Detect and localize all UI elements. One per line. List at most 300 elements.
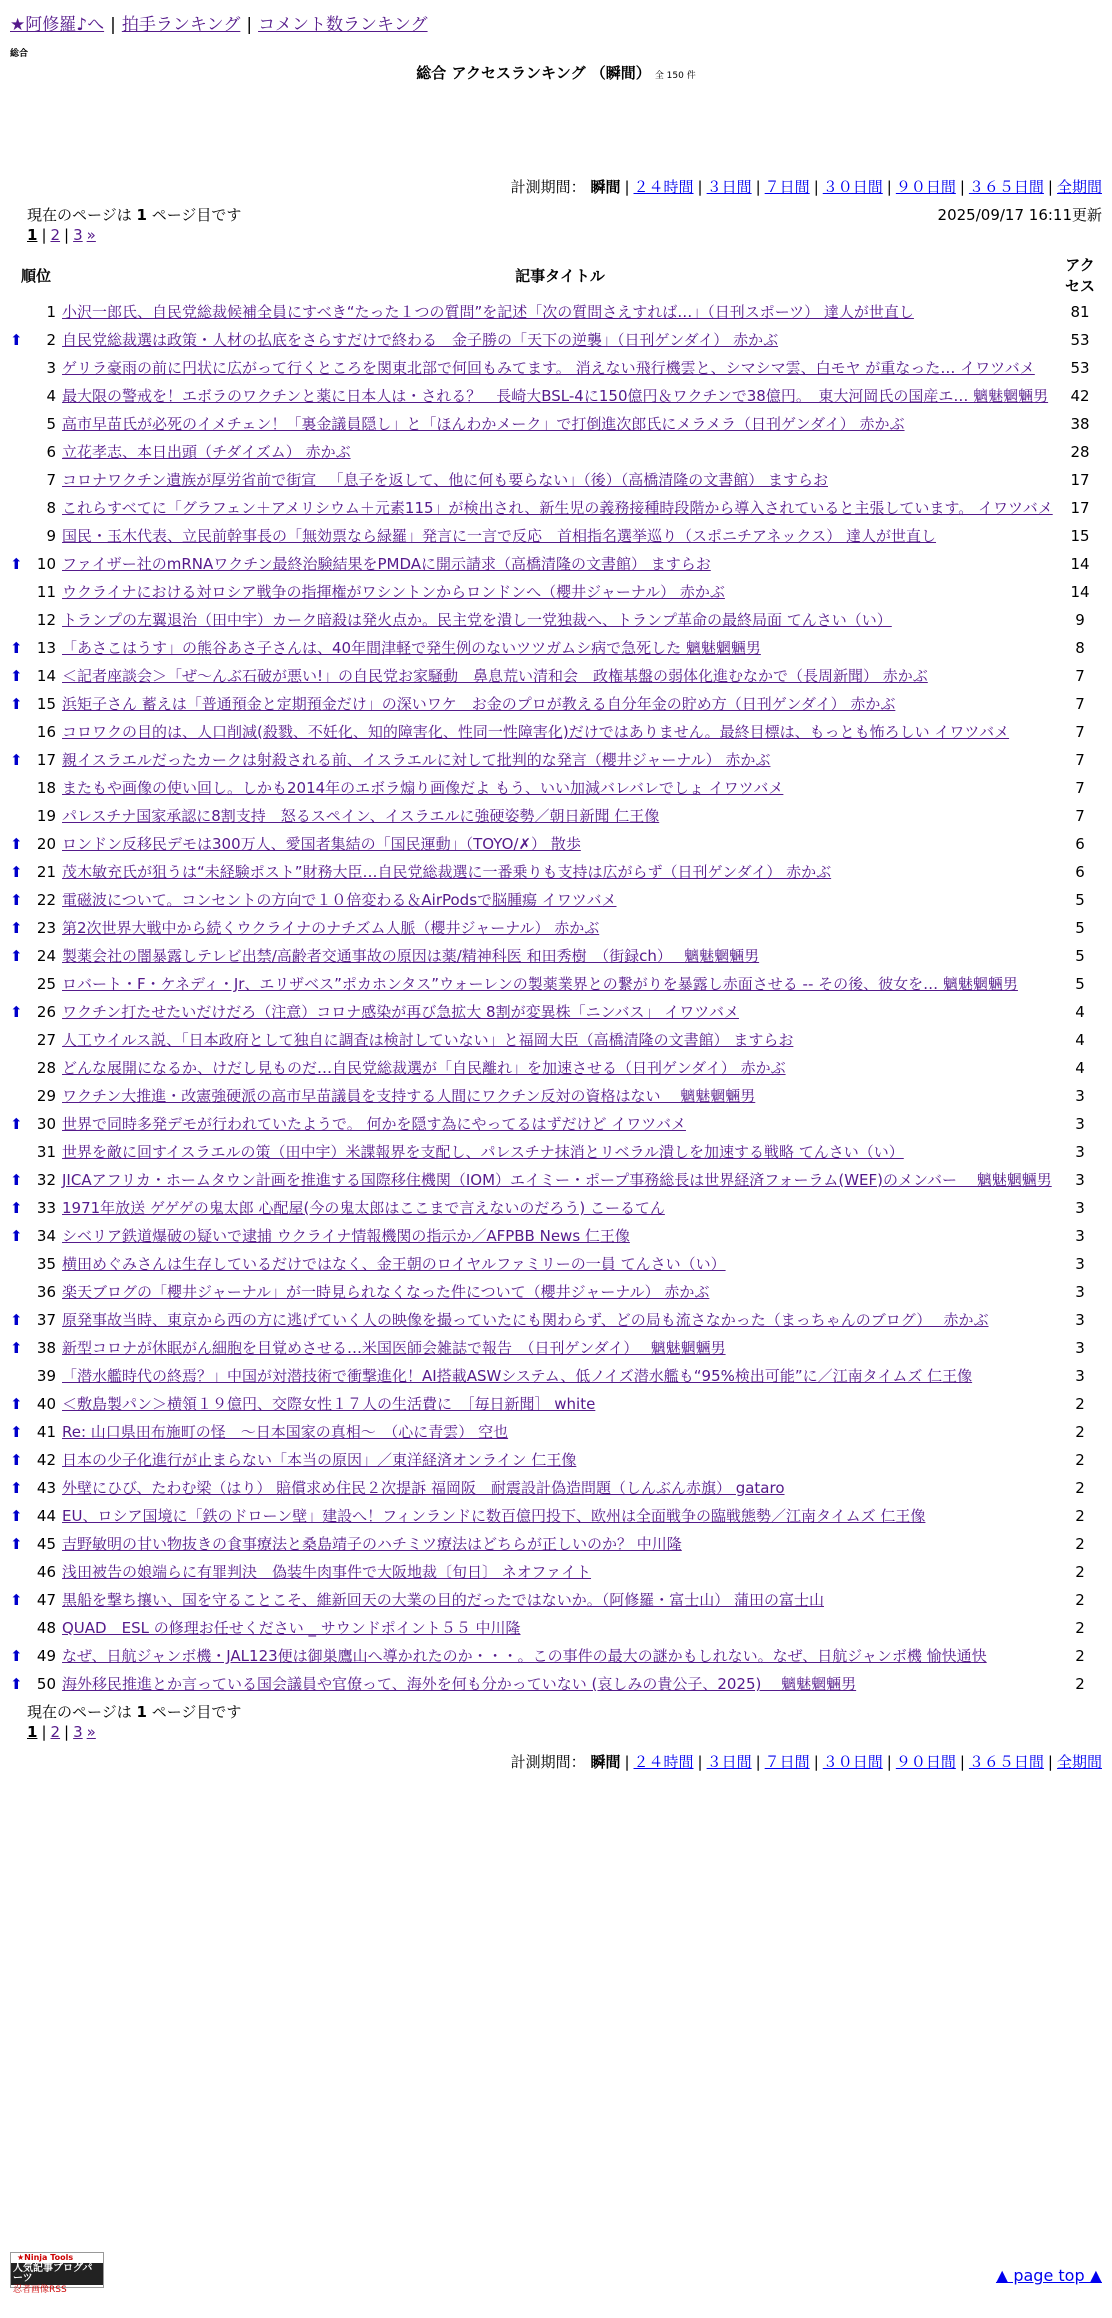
article-link[interactable]: またもや画像の使い回し。しかも2014年のエボラ煽り画像だよ もう、いい加減バレバレでしょ イワツバメ bbox=[62, 779, 784, 797]
article-link[interactable]: 電磁波について。コンセントの方向で１０倍変わる＆AirPodsで脳腫瘍 イワツバメ bbox=[62, 891, 617, 909]
access-count: 3 bbox=[1075, 1227, 1085, 1245]
rank-change-cell bbox=[10, 1279, 24, 1307]
rank-change-cell bbox=[10, 943, 24, 971]
total-count: 全 150 件 bbox=[654, 71, 696, 81]
page-top-link-wrap bbox=[996, 2266, 1102, 2285]
table-row bbox=[10, 1167, 1102, 1195]
separator: | bbox=[755, 1753, 761, 1771]
table-row bbox=[10, 551, 1102, 579]
page-info-number: 1 bbox=[136, 206, 147, 224]
table-row bbox=[10, 999, 1102, 1027]
rank-number: 40 bbox=[36, 1395, 56, 1413]
page-top-link[interactable]: ▲ page top ▲ bbox=[995, 2266, 1102, 2285]
rank-change-cell bbox=[10, 831, 24, 859]
title-cell bbox=[62, 383, 1058, 411]
table-row bbox=[10, 1139, 1102, 1167]
rank-change-cell bbox=[10, 887, 24, 915]
title-cell bbox=[62, 1363, 1058, 1391]
period-link-6-top[interactable]: 全期間 bbox=[1056, 178, 1102, 196]
rank-number: 4 bbox=[46, 387, 56, 405]
article-link[interactable]: 親イスラエルだったカークは射殺される前、イスラエルに対して批判的な発言（櫻井ジャーナル） 赤かぶ bbox=[62, 751, 771, 769]
pager-current: 1 bbox=[27, 1723, 38, 1741]
table-row bbox=[10, 523, 1102, 551]
period-link-1-bottom[interactable]: ３日間 bbox=[706, 1753, 752, 1771]
comment-ranking-link[interactable]: コメント数ランキング bbox=[258, 15, 428, 35]
period-link-0-top[interactable]: ２４時間 bbox=[633, 178, 694, 196]
table-row bbox=[10, 1419, 1102, 1447]
rank-number: 10 bbox=[36, 555, 56, 573]
rank-change-cell bbox=[10, 663, 24, 691]
pager-page-link[interactable]: 2 bbox=[50, 1723, 61, 1741]
access-count: 14 bbox=[1070, 555, 1090, 573]
rank-change-cell bbox=[10, 355, 24, 383]
title-cell bbox=[62, 1587, 1058, 1615]
access-count: 7 bbox=[1075, 695, 1085, 713]
article-link[interactable]: 原発事故当時、東京から西の方に逃げていく人の映像を撮っていたにも関わらず、どの局も流さなかった（まっちゃんのブログ） 赤かぶ bbox=[62, 1311, 989, 1329]
access-count: 7 bbox=[1075, 779, 1085, 797]
title-cell bbox=[62, 467, 1058, 495]
rank-change-cell bbox=[10, 607, 24, 635]
up-arrow-icon: ⬆ bbox=[10, 1451, 23, 1469]
rank-number: 20 bbox=[36, 835, 56, 853]
article-link[interactable]: なぜ、日航ジャンボ機・JAL123便は御巣鷹山へ導かれたのか・・・。この事件の最大の謎かもしれない。なぜ、日航ジャンボ機 愉快通快 bbox=[62, 1647, 987, 1665]
period-current: 瞬間 bbox=[590, 178, 621, 196]
up-arrow-icon: ⬆ bbox=[10, 863, 23, 881]
access-count: 4 bbox=[1075, 1003, 1085, 1021]
table-header-row bbox=[10, 253, 1102, 299]
rank-number: 29 bbox=[36, 1087, 56, 1105]
rank-change-cell bbox=[10, 1503, 24, 1531]
rank-number: 13 bbox=[36, 639, 56, 657]
page-title-text: 総合 アクセスランキング （瞬間） bbox=[416, 64, 651, 82]
up-arrow-icon: ⬆ bbox=[10, 891, 23, 909]
table-row bbox=[10, 607, 1102, 635]
rank-number: 14 bbox=[36, 667, 56, 685]
rank-number: 44 bbox=[36, 1507, 56, 1525]
rank-change-cell bbox=[10, 1111, 24, 1139]
up-arrow-icon: ⬆ bbox=[10, 1591, 23, 1609]
rank-change-cell bbox=[10, 383, 24, 411]
table-row bbox=[10, 1111, 1102, 1139]
up-arrow-icon: ⬆ bbox=[10, 1535, 23, 1553]
column-header-rank: 順位 bbox=[20, 266, 51, 285]
period-link-5-bottom[interactable]: ３６５日間 bbox=[968, 1753, 1044, 1771]
up-arrow-icon: ⬆ bbox=[10, 695, 23, 713]
rank-number: 47 bbox=[36, 1591, 56, 1609]
rank-number: 18 bbox=[36, 779, 56, 797]
access-count: 15 bbox=[1070, 527, 1090, 545]
table-row bbox=[10, 831, 1102, 859]
table-row bbox=[10, 1671, 1102, 1699]
up-arrow-icon: ⬆ bbox=[10, 667, 23, 685]
table-row bbox=[10, 635, 1102, 663]
article-link[interactable]: ウクライナにおける対ロシア戦争の指揮権がワシントンからロンドンへ（櫻井ジャーナル） 赤かぶ bbox=[62, 583, 725, 601]
rank-number: 26 bbox=[36, 1003, 56, 1021]
rank-number: 42 bbox=[36, 1451, 56, 1469]
article-link[interactable]: 「潜水艦時代の終焉？」中国が対潜技術で衝撃進化！AI搭載ASWシステム、低ノイズ潜水艦も“95%検出可能”に／江南タイムズ 仁王像 bbox=[62, 1367, 973, 1385]
article-link[interactable]: 楽天ブログの「櫻井ジャーナル」が一時見られなくなった件について（櫻井ジャーナル） 赤かぶ bbox=[62, 1283, 710, 1301]
article-link[interactable]: 自民党総裁選は政策・人材の払底をさらすだけで終わる 金子勝の「天下の逆襲」（日刊ゲンダイ） 赤かぶ bbox=[62, 331, 779, 349]
access-count: 28 bbox=[1070, 443, 1090, 461]
rank-change-cell bbox=[10, 1671, 24, 1699]
title-cell bbox=[62, 1391, 1058, 1419]
rank-change-cell bbox=[10, 915, 24, 943]
table-row bbox=[10, 971, 1102, 999]
rank-change-cell bbox=[10, 1195, 24, 1223]
rank-number: 35 bbox=[36, 1255, 56, 1273]
article-link[interactable]: Re: 山口県田布施町の怪 ～日本国家の真相～ （心に青雲） 空也 bbox=[62, 1423, 509, 1441]
title-cell bbox=[62, 1671, 1058, 1699]
article-link[interactable]: 高市早苗氏が必死のイメチェン！「裏金議員隠し」と「ほんわかメーク」で打倒進次郎氏にメラメラ（日刊ゲンダイ） 赤かぶ bbox=[62, 415, 905, 433]
separator: | bbox=[1047, 1753, 1053, 1771]
rank-change-cell bbox=[10, 1083, 24, 1111]
article-link[interactable]: 黒船を撃ち攘い、国を守ることこそ、維新回天の大業の目的だったではないか。（阿修羅・富士山） 蒲田の富士山 bbox=[62, 1591, 824, 1609]
home-link[interactable]: ★阿修羅♪へ bbox=[10, 15, 105, 35]
title-cell bbox=[62, 719, 1058, 747]
pager-page-link[interactable]: 3 bbox=[73, 1723, 83, 1741]
up-arrow-icon: ⬆ bbox=[10, 835, 23, 853]
access-count: 6 bbox=[1075, 863, 1085, 881]
access-count: 2 bbox=[1075, 1563, 1085, 1581]
title-cell bbox=[62, 523, 1058, 551]
rank-number: 23 bbox=[36, 919, 56, 937]
title-cell bbox=[62, 551, 1058, 579]
rank-change-cell bbox=[10, 1643, 24, 1671]
title-cell bbox=[62, 663, 1058, 691]
rank-change-cell bbox=[10, 439, 24, 467]
title-cell bbox=[62, 1279, 1058, 1307]
access-count: 9 bbox=[1075, 611, 1085, 629]
access-count: 3 bbox=[1075, 1115, 1085, 1133]
title-cell bbox=[62, 607, 1058, 635]
rank-change-cell bbox=[10, 327, 24, 355]
title-cell bbox=[62, 1447, 1058, 1475]
period-link-3-top[interactable]: ３０日間 bbox=[822, 178, 883, 196]
article-link[interactable]: 新型コロナが休眠がん細胞を目覚めさせる…米国医師会雑誌で報告 （日刊ゲンダイ） 魑魅魍魎男 bbox=[62, 1339, 726, 1357]
access-count: 5 bbox=[1075, 975, 1085, 993]
access-count: 3 bbox=[1075, 1339, 1085, 1357]
top-nav: ★阿修羅♪へ | 拍手ランキング | コメント数ランキング bbox=[10, 15, 428, 35]
table-row bbox=[10, 1615, 1102, 1643]
table-row bbox=[10, 1083, 1102, 1111]
rank-number: 24 bbox=[36, 947, 56, 965]
table-row bbox=[10, 1391, 1102, 1419]
rank-change-cell bbox=[10, 635, 24, 663]
article-link[interactable]: ワクチン打たせたいだけだろ（注意）コロナ感染が再び急拡大 8割が変異株「ニンバス」 イワツバメ bbox=[62, 1003, 739, 1021]
rank-number: 6 bbox=[46, 443, 56, 461]
article-link[interactable]: パレスチナ国家承認に8割支持 怒るスペイン、イスラエルに強硬姿勢／朝日新聞 仁王像 bbox=[62, 807, 660, 825]
pager-top bbox=[27, 226, 100, 244]
article-link[interactable]: 横田めぐみさんは生存しているだけではなく、金王朝のロイヤルファミリーの一員 てんさい（い） bbox=[62, 1255, 726, 1273]
title-cell bbox=[62, 831, 1058, 859]
separator: | bbox=[886, 1753, 892, 1771]
article-link[interactable]: 国民・玉木代表、立民前幹事長の「無効票なら緑羅」発言に一言で反応 首相指名選挙巡り（スポニチアネックス） 達人が世直し bbox=[62, 527, 937, 545]
table-row bbox=[10, 1027, 1102, 1055]
period-link-1-top[interactable]: ３日間 bbox=[706, 178, 752, 196]
access-count: 17 bbox=[1070, 499, 1090, 517]
pager-page-link[interactable]: 3 bbox=[73, 226, 83, 244]
table-row bbox=[10, 1475, 1102, 1503]
table-row bbox=[10, 803, 1102, 831]
article-link[interactable]: 日本の少子化進行が止まらない「本当の原因」／東洋経済オンライン 仁王像 bbox=[62, 1451, 577, 1469]
rank-change-cell bbox=[10, 495, 24, 523]
title-cell bbox=[62, 1475, 1058, 1503]
title-cell bbox=[62, 1251, 1058, 1279]
up-arrow-icon: ⬆ bbox=[10, 947, 23, 965]
rank-number: 12 bbox=[36, 611, 56, 629]
access-count: 2 bbox=[1075, 1675, 1085, 1693]
access-count: 2 bbox=[1075, 1591, 1085, 1609]
table-row bbox=[10, 1335, 1102, 1363]
ninja-tools-logo[interactable]: ★Ninja Tools 人気記事ブログパーツ 忍者画像RSS bbox=[10, 2252, 104, 2288]
rank-number: 11 bbox=[36, 583, 56, 601]
rank-number: 34 bbox=[36, 1227, 56, 1245]
article-link[interactable]: 吉野敏明の甘い物抜きの食事療法と桑島靖子のハチミツ療法はどちらが正しいのか？ 中川隆 bbox=[62, 1535, 682, 1553]
table-row bbox=[10, 663, 1102, 691]
rank-number: 2 bbox=[46, 331, 56, 349]
table-row bbox=[10, 943, 1102, 971]
pager-page-link[interactable]: 2 bbox=[50, 226, 61, 244]
table-row bbox=[10, 1531, 1102, 1559]
table-row bbox=[10, 1055, 1102, 1083]
rank-number: 16 bbox=[36, 723, 56, 741]
pager-bottom bbox=[27, 1723, 100, 1741]
up-arrow-icon: ⬆ bbox=[10, 331, 23, 349]
access-count: 4 bbox=[1075, 1059, 1085, 1077]
title-cell bbox=[62, 439, 1058, 467]
applause-ranking-link[interactable]: 拍手ランキング bbox=[121, 15, 241, 35]
rank-change-cell bbox=[10, 1391, 24, 1419]
rank-change-cell bbox=[10, 1251, 24, 1279]
article-link[interactable]: JICAアフリカ・ホームタウン計画を推進する国際移住機関（IOM）エイミー・ポープ事務総長は世界経済フォーラム(WEF)のメンバー 魑魅魍魎男 bbox=[62, 1171, 1052, 1189]
access-count: 38 bbox=[1070, 415, 1090, 433]
title-cell bbox=[62, 1083, 1058, 1111]
title-cell bbox=[62, 1419, 1058, 1447]
rank-number: 41 bbox=[36, 1423, 56, 1441]
rank-change-cell bbox=[10, 859, 24, 887]
rank-change-cell bbox=[10, 1559, 24, 1587]
access-count: 2 bbox=[1075, 1535, 1085, 1553]
separator: | bbox=[624, 178, 630, 196]
title-cell bbox=[62, 1111, 1058, 1139]
article-link[interactable]: 小沢一郎氏、自民党総裁候補全員にすべき“たった１つの質問”を記述「次の質問さえすれば…」（日刊スポーツ） 達人が世直し bbox=[62, 303, 914, 321]
period-link-5-top[interactable]: ３６５日間 bbox=[968, 178, 1044, 196]
rank-number: 27 bbox=[36, 1031, 56, 1049]
article-link[interactable]: これらすべてに「グラフェン＋アメリシウム＋元素115」が検出され、新生児の義務接種時段階から導入されていると主張しています。 イワツバメ bbox=[62, 499, 1053, 517]
ranking-table bbox=[10, 253, 1102, 1699]
access-count: 14 bbox=[1070, 583, 1090, 601]
rank-number: 32 bbox=[36, 1171, 56, 1189]
title-cell bbox=[62, 1643, 1058, 1671]
access-count: 3 bbox=[1075, 1255, 1085, 1273]
rank-change-cell bbox=[10, 579, 24, 607]
separator: | bbox=[41, 226, 47, 244]
column-header-title: 記事タイトル bbox=[515, 266, 605, 285]
access-count: 2 bbox=[1075, 1479, 1085, 1497]
table-row bbox=[10, 439, 1102, 467]
table-row bbox=[10, 355, 1102, 383]
title-cell bbox=[62, 1223, 1058, 1251]
table-row bbox=[10, 887, 1102, 915]
article-link[interactable]: 1971年放送 ゲゲゲの鬼太郎 心配屋(今の鬼太郎はここまで言えないのだろう) こーるてん bbox=[62, 1199, 665, 1217]
rank-change-cell bbox=[10, 1055, 24, 1083]
title-cell bbox=[62, 1503, 1058, 1531]
up-arrow-icon: ⬆ bbox=[10, 1311, 23, 1329]
article-link[interactable]: ＜記者座談会＞「ぜ～んぶ石破が悪い!」の自民党お家騒動 鼻息荒い清和会 政権基盤の弱体化進むなかで（長周新聞） 赤かぶ bbox=[62, 667, 928, 685]
title-cell bbox=[62, 1615, 1058, 1643]
title-cell bbox=[62, 1167, 1058, 1195]
page-info-number: 1 bbox=[136, 1703, 147, 1721]
article-link[interactable]: 製薬会社の闇暴露しテレビ出禁/高齢者交通事故の原因は薬/精神科医 和田秀樹 （街録ch） 魑魅魍魎男 bbox=[62, 947, 760, 965]
rank-change-cell bbox=[10, 523, 24, 551]
pager-next-link[interactable]: » bbox=[86, 1723, 96, 1741]
rank-number: 8 bbox=[46, 499, 56, 517]
up-arrow-icon: ⬆ bbox=[10, 1171, 23, 1189]
article-link[interactable]: ロンドン反移民デモは300万人、愛国者集結の「国民運動」（TOYO/✗） 散歩 bbox=[62, 835, 581, 853]
article-link[interactable]: 最大限の警戒を！エボラのワクチンと薬に日本人は・される？ 長崎大BSL-4に150億円＆ワクチンで38億円。 東大河岡氏の国産エ… 魑魅魍魎男 bbox=[62, 387, 1049, 405]
up-arrow-icon: ⬆ bbox=[10, 1395, 23, 1413]
access-count: 3 bbox=[1075, 1283, 1085, 1301]
title-cell bbox=[62, 1335, 1058, 1363]
rank-change-cell bbox=[10, 411, 24, 439]
article-link[interactable]: 浅田被告の娘端らに有罪判決 偽装牛肉事件で大阪地裁〔旬日〕 ネオファイト bbox=[62, 1563, 592, 1581]
separator: | bbox=[697, 1753, 703, 1771]
category-tag: 総合 bbox=[10, 49, 29, 59]
ranking-rows bbox=[10, 299, 1102, 1699]
access-count: 2 bbox=[1075, 1395, 1085, 1413]
title-cell bbox=[62, 747, 1058, 775]
period-link-0-bottom[interactable]: ２４時間 bbox=[633, 1753, 694, 1771]
rank-number: 22 bbox=[36, 891, 56, 909]
table-row bbox=[10, 299, 1102, 327]
title-cell bbox=[62, 1027, 1058, 1055]
rank-change-cell bbox=[10, 691, 24, 719]
rank-change-cell bbox=[10, 803, 24, 831]
rank-number: 50 bbox=[36, 1675, 56, 1693]
access-count: 3 bbox=[1075, 1311, 1085, 1329]
access-count: 17 bbox=[1070, 471, 1090, 489]
rank-number: 5 bbox=[46, 415, 56, 433]
up-arrow-icon: ⬆ bbox=[10, 1675, 23, 1693]
article-link[interactable]: ワクチン大推進・改憲強硬派の高市早苗議員を支持する人間にワクチン反対の資格はない 魑魅魍魎男 bbox=[62, 1087, 756, 1105]
article-link[interactable]: 立花孝志、本日出頭（チダイズム） 赤かぶ bbox=[62, 443, 351, 461]
period-link-4-bottom[interactable]: ９０日間 bbox=[895, 1753, 956, 1771]
article-link[interactable]: ロバート・F・ケネディ・Jr、エリザベス”ポカホンタス”ウォーレンの製薬業界との繋がりを暴露し赤面させる -- その後、彼女を… 魑魅魍魎男 bbox=[62, 975, 1018, 993]
title-cell bbox=[62, 691, 1058, 719]
article-link[interactable]: 人工ウイルス説、「日本政府として独自に調査は検討していない」と福岡大臣（高橋清隆の文書館） ますらお bbox=[62, 1031, 794, 1049]
period-label: 計測期間： bbox=[510, 1753, 586, 1771]
rank-number: 49 bbox=[36, 1647, 56, 1665]
title-cell bbox=[62, 495, 1058, 523]
rank-number: 17 bbox=[36, 751, 56, 769]
rank-change-cell bbox=[10, 1419, 24, 1447]
article-link[interactable]: ゲリラ豪雨の前に円状に広がって行くところを関東北部で何回もみてます。 消えない飛行機雲と、シマシマ雲、白モヤ が重なった… イワツバメ bbox=[62, 359, 1035, 377]
article-link[interactable]: QUAD ESL の修理お任せください _ サウンドポイント５５ 中川隆 bbox=[62, 1619, 521, 1637]
up-arrow-icon: ⬆ bbox=[10, 1423, 23, 1441]
updated-timestamp: 2025/09/17 16:11更新 bbox=[937, 206, 1102, 224]
rank-change-cell bbox=[10, 1167, 24, 1195]
table-row bbox=[10, 1195, 1102, 1223]
access-count: 3 bbox=[1075, 1087, 1085, 1105]
article-link[interactable]: ＜敷島製パン＞横領１９億円、交際女性１７人の生活費に ［毎日新聞］ white bbox=[62, 1395, 596, 1413]
rank-number: 46 bbox=[36, 1563, 56, 1581]
article-link[interactable]: コロナワクチン遺族が厚労省前で街宣 「息子を返して、他に何も要らない」（後）（高橋清隆の文書館） ますらお bbox=[62, 471, 828, 489]
access-count: 5 bbox=[1075, 947, 1085, 965]
period-link-2-top[interactable]: ７日間 bbox=[764, 178, 810, 196]
title-cell bbox=[62, 887, 1058, 915]
article-link[interactable]: 世界で同時多発デモが行われていたようで。 何かを隠す為にやってるはずだけど イワツバメ bbox=[62, 1115, 686, 1133]
separator: | bbox=[755, 178, 761, 196]
separator: | bbox=[959, 178, 965, 196]
pager-current: 1 bbox=[27, 226, 38, 244]
rank-change-cell bbox=[10, 1531, 24, 1559]
article-link[interactable]: 海外移民推進とか言っている国会議員や官僚って、海外を何も分かっていない (哀しみの貴公子、2025) 魑魅魍魎男 bbox=[62, 1675, 857, 1693]
table-row bbox=[10, 1643, 1102, 1671]
article-link[interactable]: 第2次世界大戦中から続くウクライナのナチズム人脈（櫻井ジャーナル） 赤かぶ bbox=[62, 919, 600, 937]
article-link[interactable]: 「あさこはうす」の熊谷あさ子さんは、40年間津軽で発生例のないツツガムシ病で急死した 魑魅魍魎男 bbox=[62, 639, 761, 657]
article-link[interactable]: トランプの左翼退治（田中宇）カーク暗殺は発火点か。民主党を潰し一党独裁へ、トランプ革命の最終局面 てんさい（い） bbox=[62, 611, 892, 629]
up-arrow-icon: ⬆ bbox=[10, 1647, 23, 1665]
table-row bbox=[10, 383, 1102, 411]
article-link[interactable]: 浜矩子さん 蓄えは「普通預金と定期預金だけ」の深いワケ お金のプロが教える自分年金の貯め方（日刊ゲンダイ） 赤かぶ bbox=[62, 695, 896, 713]
period-link-4-top[interactable]: ９０日間 bbox=[895, 178, 956, 196]
access-count: 2 bbox=[1075, 1423, 1085, 1441]
pager-next-link[interactable]: » bbox=[86, 226, 96, 244]
separator: | bbox=[959, 1753, 965, 1771]
rank-number: 28 bbox=[36, 1059, 56, 1077]
title-cell bbox=[62, 943, 1058, 971]
table-row bbox=[10, 1503, 1102, 1531]
access-count: 2 bbox=[1075, 1507, 1085, 1525]
rank-number: 37 bbox=[36, 1311, 56, 1329]
separator: | bbox=[64, 1723, 70, 1741]
up-arrow-icon: ⬆ bbox=[10, 1507, 23, 1525]
title-cell bbox=[62, 299, 1058, 327]
up-arrow-icon: ⬆ bbox=[10, 639, 23, 657]
rank-change-cell bbox=[10, 971, 24, 999]
rank-change-cell bbox=[10, 1307, 24, 1335]
article-link[interactable]: 外壁にひび、たわむ梁（はり） 賠償求め住民２次提訴 福岡阪 耐震設計偽造問題（しんぶん赤旗） gataro bbox=[62, 1479, 785, 1497]
period-link-2-bottom[interactable]: ７日間 bbox=[764, 1753, 810, 1771]
article-link[interactable]: どんな展開になるか、けだし見ものだ…自民党総裁選が「自民離れ」を加速させる（日刊ゲンダイ） 赤かぶ bbox=[62, 1059, 786, 1077]
access-count: 53 bbox=[1070, 331, 1090, 349]
rank-change-cell bbox=[10, 1223, 24, 1251]
up-arrow-icon: ⬆ bbox=[10, 1115, 23, 1133]
rank-number: 36 bbox=[36, 1283, 56, 1301]
article-link[interactable]: コロワクの目的は、人口削減(殺戮、不妊化、知的障害化、性同一性障害化)だけではありません。最終目標は、もっとも怖ろしい イワツバメ bbox=[62, 723, 1010, 741]
article-link[interactable]: ファイザー社のmRNAワクチン最終治験結果をPMDAに開示請求（高橋清隆の文書館） ますらお bbox=[62, 555, 711, 573]
separator: | bbox=[886, 178, 892, 196]
article-link[interactable]: 茂木敏充氏が狙うは“未経験ポスト”財務大臣…自民党総裁選に一番乗りも支持は広がらず（日刊ゲンダイ） 赤かぶ bbox=[62, 863, 832, 881]
table-row bbox=[10, 327, 1102, 355]
article-link[interactable]: シベリア鉄道爆破の疑いで逮捕 ウクライナ情報機関の指示か／AFPBB News 仁王像 bbox=[62, 1227, 630, 1245]
title-cell bbox=[62, 803, 1058, 831]
period-link-6-bottom[interactable]: 全期間 bbox=[1056, 1753, 1102, 1771]
article-link[interactable]: EU、ロシア国境に「鉄のドローン壁」建設へ！フィンランドに数百億円投下、欧州は全面戦争の臨戦態勢／江南タイムズ 仁王像 bbox=[62, 1507, 926, 1525]
separator: | bbox=[813, 178, 819, 196]
table-row bbox=[10, 915, 1102, 943]
rank-change-cell bbox=[10, 999, 24, 1027]
rank-number: 21 bbox=[36, 863, 56, 881]
title-cell bbox=[62, 775, 1058, 803]
rank-change-cell bbox=[10, 1615, 24, 1643]
page-title bbox=[0, 62, 1112, 83]
table-row bbox=[10, 579, 1102, 607]
article-link[interactable]: 世界を敵に回すイスラエルの策（田中宇）米諜報界を支配し、パレスチナ抹消とリベラル潰しを加速する戦略 てんさい（い） bbox=[62, 1143, 904, 1161]
access-count: 8 bbox=[1075, 639, 1085, 657]
period-link-3-bottom[interactable]: ３０日間 bbox=[822, 1753, 883, 1771]
access-count: 5 bbox=[1075, 919, 1085, 937]
